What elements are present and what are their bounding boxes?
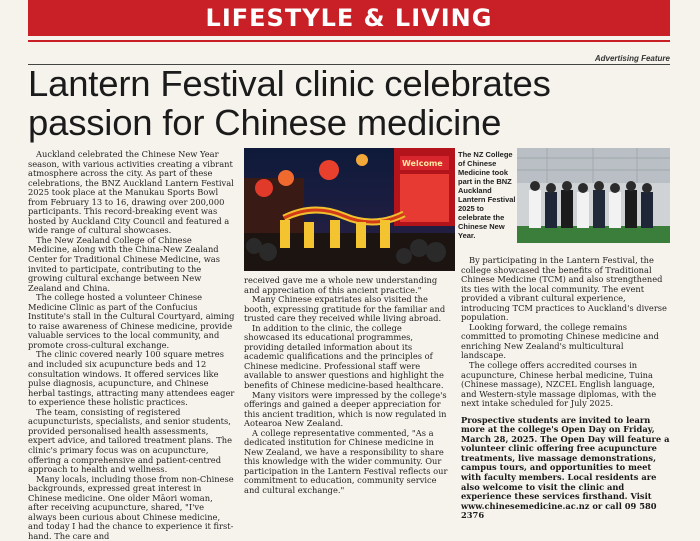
paragraph: The New Zealand College of Chinese Medicine, along with the China-New Zealand Center for Traditional Chinese Medicine, was invited to participate, contributing to the growing cultural exchange between New Zealand and China.: [28, 234, 221, 293]
open-day-notice: Prospective students are invited to learn more at the college's Open Day on Friday, March 28, 2025. The Open Day will feature a volunteer clinic offering free acupuncture treatments, live massage demonstrations, campus tours, and opportunities to meet with faculty members. Local residents are also welcome to visit the clinic and experience these services firsthand. Visit www.chinesemedicine.ac.nz or call 09 580 2376: [461, 414, 670, 521]
paragraph: Many Chinese expatriates also visited the booth, expressing gratitude for the familiar and trusted care they received while living abroad.: [244, 294, 446, 324]
section-banner: [28, 0, 670, 36]
paragraph: In addition to the clinic, the college showcased its educational programmes, providing detailed information about its academic qualifications and the principles of Chinese medicine. Professional staff were available to answer questions and highlight the benefits of Chinese medicine-based healthcare.: [244, 322, 444, 391]
college-team-photo: [517, 148, 670, 243]
paragraph: Auckland celebrated the Chinese New Year season, with various activities creating a vibrant atmosphere across the city. As part of these celebrations, the BNZ Auckland Lantern Festival 2025 took place at the Manukau Sports Bowl from February 13 to 16, drawing over 200,000 participants. This record-breaking event was hosted by Auckland City Council and featured a wide range of cultural showcases.: [28, 149, 234, 236]
paragraph: Looking forward, the college remains committed to promoting Chinese medicine and enriching New Zealand's multicultural landscape.: [461, 321, 659, 361]
paragraph: Many visitors were impressed by the college's offerings and gained a deeper appreciation for this ancient tradition, which is now regulated in Aotearoa New Zealand.: [244, 389, 447, 429]
article-column-3: [461, 256, 671, 521]
banner-rule: [28, 40, 670, 42]
paragraph: The team, consisting of registered acupuncturists, specialists, and senior students, provided personalised health assessments, expert advice, and tailored treatment plans. The clinic's primary focus was on acupuncture, offering a comprehensive and patient-centred approach to health and wellness.: [28, 406, 232, 475]
advertising-label: Advertising Feature: [594, 54, 670, 63]
article-headline: Lantern Festival clinic celebrates passion for Chinese medicine: [28, 63, 551, 143]
section-title: LIFESTYLE & LIVING: [205, 4, 493, 32]
paragraph: Many locals, including those from non-Chinese backgrounds, expressed great interest in Chinese medicine. One older Māori woman, after receiving acupuncture, shared, "I've always been curious about Chinese medicine, and today I had the chance to experience it first-hand. The care and: [28, 473, 234, 541]
paragraph: A college representative commented, "As a dedicated institution for Chinese medicine in New Zealand, we have a responsibility to share this knowledge with the wider community. Our participation in the Lantern Festival reflects our commitment to education, community service and cultural exchange.": [244, 427, 448, 496]
paragraph: The college offers accredited courses in acupuncture, Chinese herbal medicine, Tuina (Chinese massage), NZCEL English language, and Western-style massage diplomas, with the next intake scheduled for July 2025.: [461, 360, 657, 409]
paragraph: received gave me a whole new understanding and appreciation of this ancient practice.": [244, 275, 438, 295]
article-column-1: [28, 150, 235, 541]
paragraph: By participating in the Lantern Festival, the college showcased the benefits of Traditional Chinese Medicine (TCM) and also strengthened its ties with the local community. The event provided a vibrant cultural experience, introducing TCM practices to Auckland's diverse population.: [461, 255, 667, 323]
paragraph: The clinic covered nearly 100 square metres and included six acupuncture beds and 12 consultation windows. It offered services like pulse diagnosis, acupuncture, and Chinese herbal tastings, attracting many attendees eager to experience these holistic practices.: [28, 349, 235, 408]
welcome-sign: Welcome: [402, 159, 443, 168]
paragraph: The college hosted a volunteer Chinese Medicine Clinic as part of the Confucius Institute's stall in the Cultural Courtyard, aiming to raise awareness of Chinese medicine, provide valuable services to the local community, and promote cross-cultural exchange.: [28, 292, 235, 350]
photo-caption: The NZ College of Chinese Medicine took part in the BNZ Auckland Lantern Festival 2025 to celebrate the Chinese New Year.: [458, 150, 516, 240]
festival-clinic-photo: [244, 148, 455, 271]
article-column-2: [244, 276, 450, 496]
